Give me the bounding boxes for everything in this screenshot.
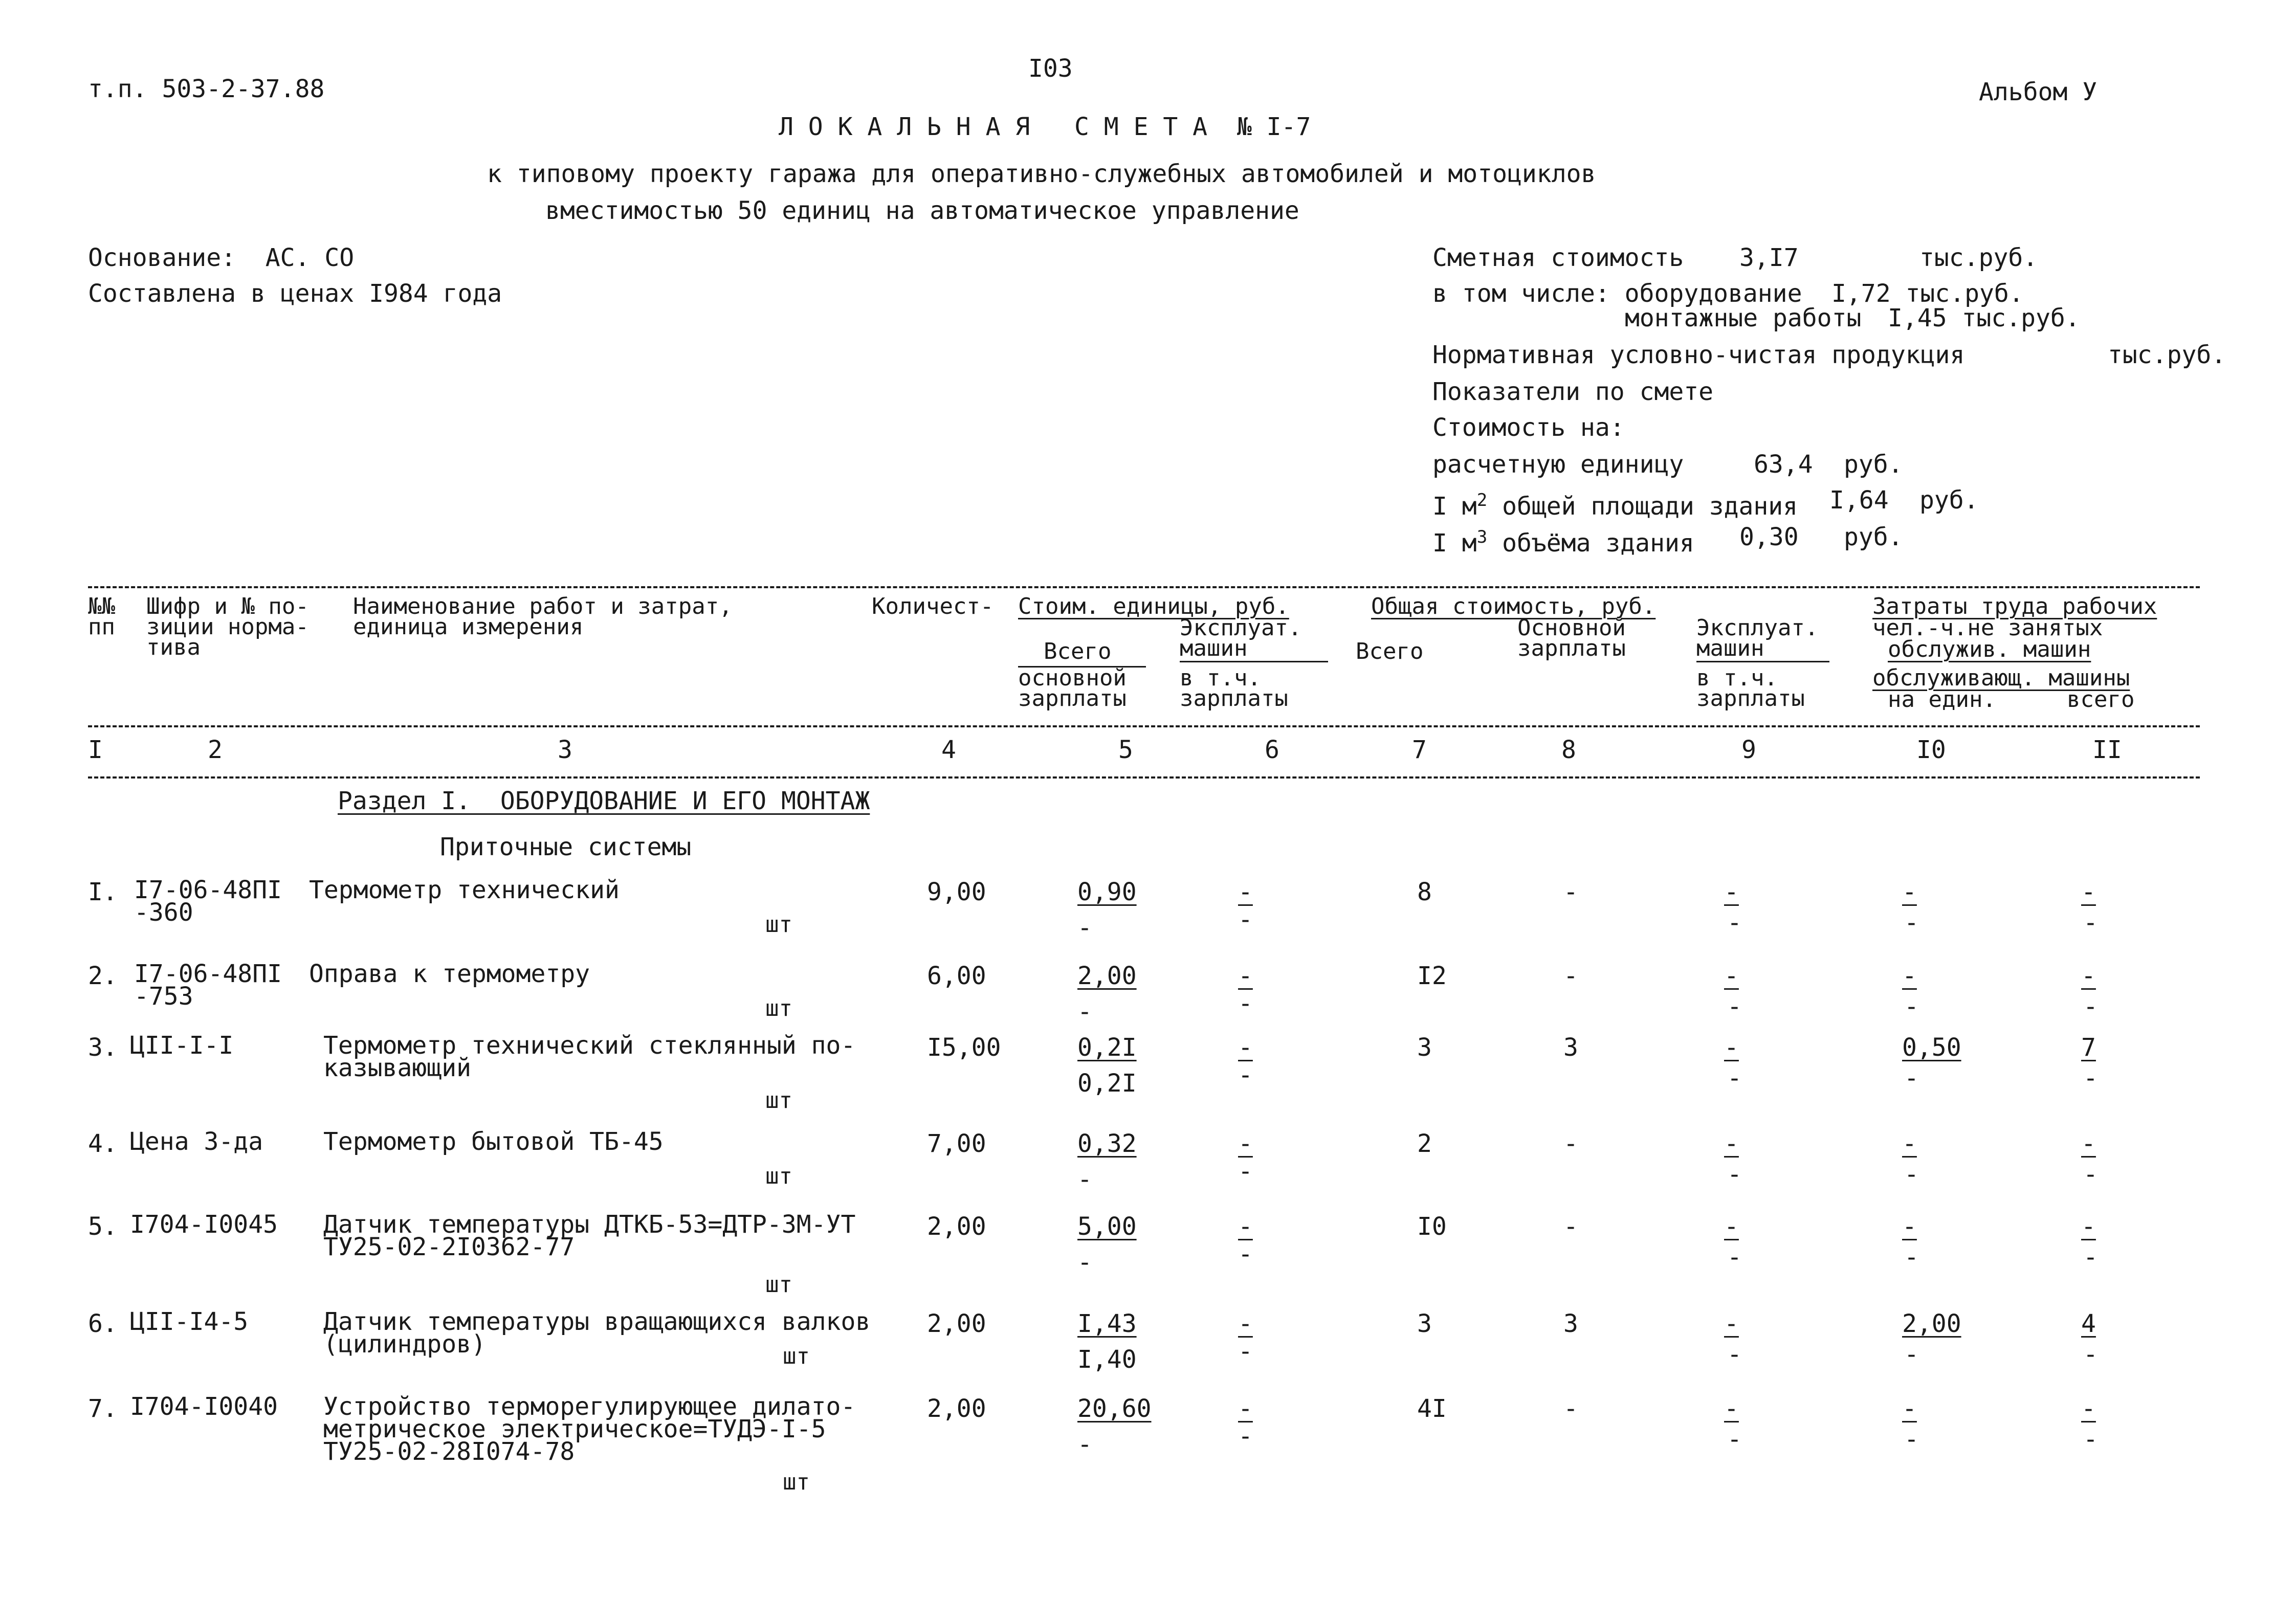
row-labor-unit: 0,50 [1902, 1033, 1961, 1062]
area-unit: руб. [1919, 486, 1979, 515]
row-unit-expl: - [1238, 1129, 1253, 1158]
row-total-expl: - [1724, 878, 1739, 906]
album-label: Альбом У [1979, 78, 2098, 106]
volume-label-a: I м [1432, 529, 1477, 558]
row-unit-cost: 0,90 [1077, 878, 1137, 906]
row-total-expl: - [1724, 1394, 1739, 1423]
row-labor-total-2: - [2083, 1064, 2098, 1093]
col-num: I0 [1916, 736, 1946, 764]
cost-for-label: Стоимость на: [1432, 413, 1625, 442]
row-number: 6. [88, 1309, 118, 1338]
row-code: ЦII-I-I [130, 1031, 234, 1060]
row-labor-unit-2: - [1904, 1340, 1919, 1369]
row-labor-total-2: - [2083, 992, 2098, 1021]
row-labor-unit-2: - [1904, 1425, 1919, 1454]
volume-label-b: объёма здания [1487, 529, 1694, 558]
row-labor-unit-2: - [1904, 908, 1919, 937]
row-unit: шт [783, 1343, 810, 1369]
header-bottom-rule [88, 776, 2200, 779]
header-mid-rule [88, 725, 2200, 727]
row-labor-unit-2: - [1904, 1243, 1919, 1272]
incl-label: в том числе: оборудование [1432, 279, 1802, 308]
unit-value: 63,4 [1754, 450, 1813, 479]
row-code: I704-I0045 [130, 1210, 278, 1239]
row-total-base-salary: 3 [1563, 1309, 1578, 1338]
row-quantity: 9,00 [927, 878, 986, 906]
row-total: 3 [1417, 1309, 1432, 1338]
labor-all-header: всего [2067, 686, 2135, 713]
col-num: II [2092, 736, 2122, 764]
row-name: Оправа к термометру [309, 960, 590, 988]
row-unit-base-salary: I,40 [1077, 1345, 1137, 1374]
row-labor-unit-2: - [1904, 1064, 1919, 1093]
row-quantity: 6,00 [927, 962, 986, 990]
row-total: I2 [1417, 962, 1447, 990]
row-quantity: 2,00 [927, 1309, 986, 1338]
row-unit-base-salary: 0,2I [1077, 1069, 1137, 1098]
row-labor-total: - [2081, 878, 2096, 906]
area-label-a: I м [1432, 492, 1477, 521]
row-total-expl-salary: - [1727, 1425, 1742, 1454]
col-num: 3 [558, 736, 572, 764]
document-subtitle-1: к типовому проекту гаража для оперативно-служебных автомобилей и мотоциклов [487, 160, 1596, 188]
row-total-expl-salary: - [1727, 1340, 1742, 1369]
row-labor-total-2: - [2083, 1340, 2098, 1369]
area-label [1432, 487, 1798, 520]
row-total-expl-salary: - [1727, 1160, 1742, 1189]
col-num: 6 [1265, 736, 1279, 764]
total-expl-sal-header: в т.ч. зарплаты [1696, 665, 1805, 711]
row-unit-expl: - [1238, 1394, 1253, 1423]
row-code: I7-06-48ПI -360 [134, 876, 282, 927]
basis-line: Основание: АС. СО [88, 243, 355, 272]
row-total-expl-salary: - [1727, 1243, 1742, 1272]
labor-unit-header: на един. [1888, 686, 1996, 713]
row-unit-expl-salary: - [1238, 1240, 1253, 1269]
row-total-base-salary: - [1563, 1394, 1578, 1423]
row-number: 5. [88, 1212, 118, 1241]
volume-value: 0,30 [1739, 523, 1799, 551]
row-unit-base-salary: - [1077, 914, 1092, 942]
row-unit-expl-salary: - [1238, 989, 1253, 1018]
row-total: 4I [1417, 1394, 1447, 1423]
row-total-expl-salary: - [1727, 908, 1742, 937]
row-total-base-salary: - [1563, 1129, 1578, 1158]
row-number: I. [88, 878, 118, 906]
row-name: Термометр бытовой ТБ-45 [323, 1127, 664, 1156]
total-all-header: Всего [1356, 638, 1424, 664]
row-total-expl-salary: - [1727, 1064, 1742, 1093]
project-code: т.п. 503-2-37.88 [88, 75, 325, 103]
row-labor-unit: - [1902, 1394, 1917, 1423]
row-labor-total: - [2081, 1394, 2096, 1423]
area-sup: 2 [1476, 490, 1488, 510]
row-quantity: 2,00 [927, 1212, 986, 1241]
row-unit: шт [765, 995, 792, 1021]
row-unit-cost: 0,32 [1077, 1129, 1137, 1158]
volume-label [1432, 524, 1694, 557]
volume-unit: руб. [1844, 523, 1903, 551]
row-number: 4. [88, 1129, 118, 1158]
row-unit-cost: 0,2I [1077, 1033, 1137, 1062]
row-unit-cost: I,43 [1077, 1309, 1137, 1338]
row-labor-total: - [2081, 962, 2096, 990]
row-name: Термометр технический [309, 876, 620, 904]
unit-expl-rule [1180, 661, 1328, 662]
row-labor-total-2: - [2083, 908, 2098, 937]
row-unit-cost: 5,00 [1077, 1212, 1137, 1241]
row-labor-unit: - [1902, 1129, 1917, 1158]
labor-header-3: обслужив. машин [1888, 636, 2091, 662]
cost-value: 3,I7 [1739, 243, 1799, 272]
row-labor-total-2: - [2083, 1425, 2098, 1454]
normative-unit: тыс.руб. [2108, 341, 2226, 369]
row-total: 8 [1417, 878, 1432, 906]
col-header-1: №№ пп [88, 593, 115, 640]
row-total-base-salary: - [1563, 1212, 1578, 1241]
cost-label: Сметная стоимость [1432, 243, 1684, 272]
document-title: Л О К А Л Ь Н А Я С М Е Т А № I-7 [779, 113, 1311, 141]
row-total-base-salary: - [1563, 878, 1578, 906]
col-num: 8 [1561, 736, 1576, 764]
equipment-value: I,72 тыс.руб. [1831, 279, 2024, 308]
row-labor-unit: - [1902, 878, 1917, 906]
row-labor-total: - [2081, 1129, 2096, 1158]
row-number: 2. [88, 962, 118, 990]
col-num: 9 [1741, 736, 1756, 764]
row-name: Термометр технический стеклянный по- казывающий [323, 1031, 856, 1082]
col-header-4: Количест- [872, 593, 994, 619]
row-total-expl: - [1724, 1129, 1739, 1158]
total-base-header: Основной зарплаты [1517, 615, 1626, 661]
row-labor-unit-2: - [1904, 992, 1919, 1021]
row-code: I7-06-48ПI -753 [134, 960, 282, 1011]
row-total-expl-salary: - [1727, 992, 1742, 1021]
unit-unit: руб. [1844, 450, 1903, 479]
row-unit-expl-salary: - [1238, 905, 1253, 934]
row-labor-total: 4 [2081, 1309, 2096, 1338]
normative-label: Нормативная условно-чистая продукция [1432, 341, 1965, 369]
row-name: Датчик температуры ДТКБ-53=ДТР-3М-УТ ТУ25-02-2I0362-77 [323, 1210, 856, 1261]
row-unit-expl: - [1238, 1033, 1253, 1062]
row-unit-cost: 20,60 [1077, 1394, 1152, 1423]
row-unit-base-salary: - [1077, 1248, 1092, 1277]
row-total: 2 [1417, 1129, 1432, 1158]
row-unit: шт [765, 1087, 792, 1114]
installation-label: монтажные работы [1625, 304, 1862, 332]
row-name: Датчик температуры вращающихся валков (цилиндров) [323, 1307, 871, 1359]
unit-cost-header: Стоим. единицы, руб. [1018, 593, 1289, 619]
area-label-b: общей площади здания [1487, 492, 1798, 521]
row-labor-unit: - [1902, 962, 1917, 990]
row-labor-total-2: - [2083, 1243, 2098, 1272]
row-unit-expl-salary: - [1238, 1157, 1253, 1186]
unit-base-header: основной зарплаты [1018, 665, 1127, 711]
row-unit-base-salary: - [1077, 1430, 1092, 1459]
labor-header-4: обслуживающ. машины [1872, 665, 2130, 691]
unit-expl-header: Эксплуат. машин [1180, 615, 1302, 661]
row-labor-unit: - [1902, 1212, 1917, 1241]
row-total-base-salary: 3 [1563, 1033, 1578, 1062]
row-number: 3. [88, 1033, 118, 1062]
row-total-expl: - [1724, 962, 1739, 990]
row-code: ЦII-I4-5 [130, 1307, 249, 1336]
row-total-base-salary: - [1563, 962, 1578, 990]
row-total-expl: - [1724, 1309, 1739, 1338]
total-expl-header: Эксплуат. машин [1696, 615, 1819, 661]
total-cost-header: Общая стоимость, руб. [1371, 593, 1656, 619]
cost-unit: тыс.руб. [1919, 243, 2038, 272]
row-unit-cost: 2,00 [1077, 962, 1137, 990]
col-num: 4 [941, 736, 956, 764]
row-unit-expl: - [1238, 878, 1253, 906]
row-unit-expl-salary: - [1238, 1337, 1253, 1366]
col-header-2: Шифр и № по- зиции норма- тива [146, 593, 309, 660]
row-unit: шт [765, 1272, 792, 1298]
row-quantity: I5,00 [927, 1033, 1001, 1062]
installation-value: I,45 тыс.руб. [1888, 304, 2080, 332]
row-total: I0 [1417, 1212, 1447, 1241]
row-unit-expl-salary: - [1238, 1061, 1253, 1089]
col-num: I [88, 736, 103, 764]
row-labor-unit-2: - [1904, 1160, 1919, 1189]
header-top-rule [88, 586, 2200, 588]
row-total-expl: - [1724, 1212, 1739, 1241]
document-subtitle-2: вместимостью 50 единиц на автоматическое управление [545, 196, 1299, 225]
section-subtitle: Приточные системы [440, 833, 692, 861]
row-number: 7. [88, 1394, 118, 1423]
total-expl-rule [1696, 661, 1829, 662]
row-labor-total-2: - [2083, 1160, 2098, 1189]
section-title: Раздел I. ОБОРУДОВАНИЕ И ЕГО МОНТАЖ [338, 787, 870, 815]
row-name: Устройство терморегулирующее дилато- метрическое электрическое=ТУДЭ-I-5 ТУ25-02-28I074-78 [323, 1392, 856, 1466]
unit-total-header: Всего [1044, 638, 1112, 664]
col-num: 7 [1412, 736, 1427, 764]
labor-header: Затраты труда рабочих [1872, 593, 2157, 619]
col-header-3: Наименование работ и затрат, единица измерения [353, 593, 733, 640]
row-labor-unit: 2,00 [1902, 1309, 1961, 1338]
row-unit: шт [765, 1163, 792, 1189]
row-quantity: 2,00 [927, 1394, 986, 1423]
row-unit-base-salary: - [1077, 997, 1092, 1026]
col-num: 5 [1118, 736, 1133, 764]
row-unit: шт [765, 911, 792, 938]
volume-sup: 3 [1476, 527, 1488, 547]
row-code: Цена 3-да [130, 1127, 263, 1156]
price-year-line: Составлена в ценах I984 года [88, 279, 502, 308]
row-total: 3 [1417, 1033, 1432, 1062]
row-unit-expl: - [1238, 1212, 1253, 1241]
col-num: 2 [208, 736, 223, 764]
row-unit-expl: - [1238, 1309, 1253, 1338]
page-number: I03 [1028, 54, 1073, 83]
row-unit: шт [783, 1469, 810, 1495]
indicators-label: Показатели по смете [1432, 377, 1714, 406]
row-total-expl: - [1724, 1033, 1739, 1062]
row-unit-base-salary: - [1077, 1165, 1092, 1194]
row-labor-total: - [2081, 1212, 2096, 1241]
row-labor-total: 7 [2081, 1033, 2096, 1062]
area-value: I,64 [1829, 486, 1889, 515]
row-unit-expl-salary: - [1238, 1422, 1253, 1451]
row-quantity: 7,00 [927, 1129, 986, 1158]
row-code: I704-I0040 [130, 1392, 278, 1421]
unit-label: расчетную единицу [1432, 450, 1684, 479]
labor-header-2: чел.-ч.не занятых [1872, 615, 2103, 641]
row-unit-expl: - [1238, 962, 1253, 990]
unit-expl-sal-header: в т.ч. зарплаты [1180, 665, 1288, 711]
